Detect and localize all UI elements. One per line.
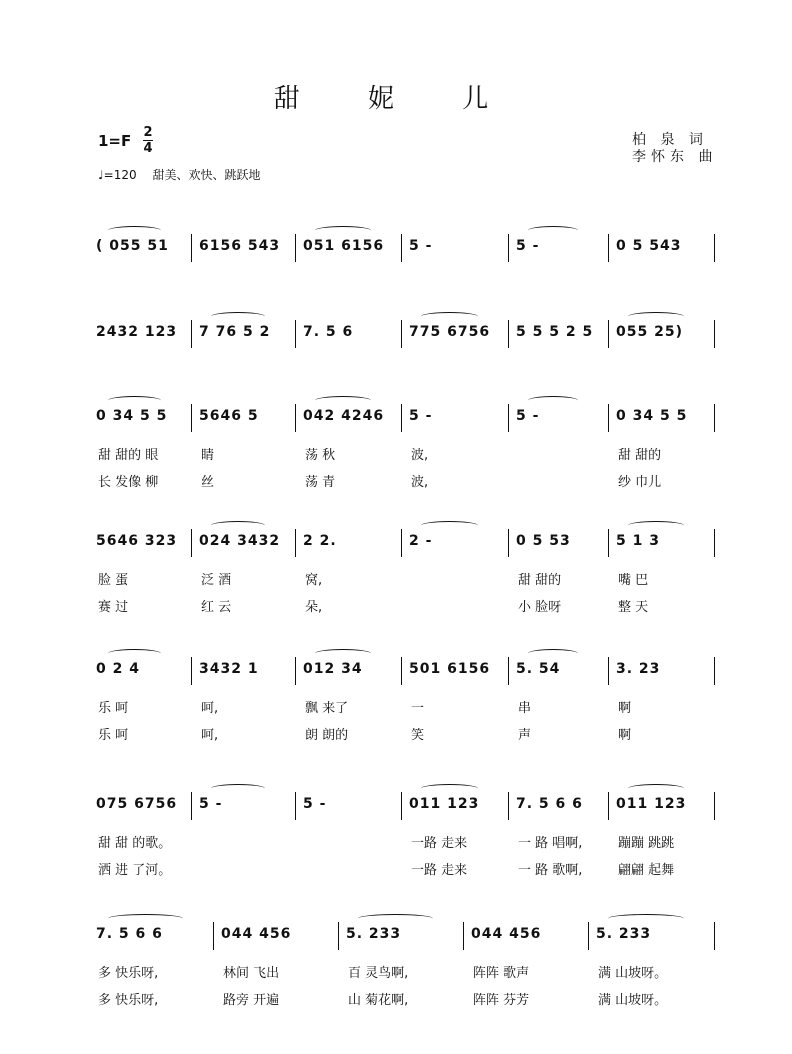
- barline: [508, 234, 509, 262]
- lyric-line-2: 翩翩 起舞: [618, 863, 675, 878]
- slur-mark: [108, 649, 161, 658]
- barline: [191, 529, 192, 557]
- measure-notes: 6156 543: [199, 238, 281, 254]
- barline: [608, 404, 609, 432]
- barline: [508, 792, 509, 820]
- staff-line: [88, 655, 714, 689]
- measure-notes: 5 -: [303, 796, 327, 812]
- key-signature: 1=F: [98, 132, 132, 150]
- measure-notes: 044 456: [471, 926, 542, 942]
- slur-mark: [358, 914, 433, 923]
- lyric-line-2: 朗 朗的: [305, 728, 349, 743]
- barline: [401, 234, 402, 262]
- lyric-line-1: 荡 秋: [305, 448, 336, 463]
- slur-mark: [211, 312, 265, 321]
- lyric-line-1: 阵阵 歌声: [473, 966, 530, 981]
- lyric-line-2: 小 脸呀: [518, 600, 562, 615]
- lyric-line-2: 笑: [411, 728, 425, 743]
- lyric-line-1: 波,: [411, 448, 429, 463]
- measure-notes: 011 123: [409, 796, 480, 812]
- measure-notes: 7. 5 6 6: [96, 926, 163, 942]
- barline: [295, 529, 296, 557]
- staff-line: [88, 527, 714, 561]
- lyric-line-1: 甜 甜 的歌。: [98, 836, 172, 851]
- slur-mark: [421, 784, 478, 793]
- measure-notes: 5 -: [409, 408, 433, 424]
- slur-mark: [315, 226, 371, 235]
- measure-notes: 012 34: [303, 661, 363, 677]
- measure-notes: 5 5 5 2 5: [516, 324, 594, 340]
- barline: [508, 529, 509, 557]
- lyric-line-2: 乐 呵: [98, 728, 129, 743]
- slur-mark: [608, 914, 684, 923]
- time-signature-numerator: 2: [143, 125, 153, 140]
- barline: [608, 529, 609, 557]
- lyric-line-1: 嘴 巴: [618, 573, 649, 588]
- slur-mark: [108, 914, 183, 923]
- lyric-line-1: 百 灵鸟啊,: [348, 966, 409, 981]
- slur-mark: [108, 226, 161, 235]
- measure-notes: 5646 5: [199, 408, 259, 424]
- staff-line: [88, 790, 714, 824]
- measure-notes: 042 4246: [303, 408, 385, 424]
- measure-notes: 5. 233: [346, 926, 402, 942]
- measure-notes: 0 2 4: [96, 661, 140, 677]
- staff-line: [88, 402, 714, 436]
- barline: [401, 320, 402, 348]
- lyric-line-1: 甜 甜的: [618, 448, 662, 463]
- slur-mark: [315, 396, 371, 405]
- tempo-marking: ♩=120: [98, 168, 137, 182]
- slur-mark: [528, 649, 578, 658]
- lyric-line-2: 纱 巾儿: [618, 475, 662, 490]
- time-signature: [143, 126, 153, 155]
- lyric-line-2: 整 天: [618, 600, 649, 615]
- staff-line: [88, 232, 714, 266]
- slur-mark: [528, 226, 578, 235]
- measure-notes: 0 5 53: [516, 533, 571, 549]
- lyric-line-1: 一 路 唱啊,: [518, 836, 583, 851]
- lyric-line-2: 波,: [411, 475, 429, 490]
- measure-notes: 5 1 3: [616, 533, 660, 549]
- barline: [608, 792, 609, 820]
- lyric-line-2: 声: [518, 728, 532, 743]
- barline: [401, 657, 402, 685]
- lyric-line-1: 啊: [618, 701, 632, 716]
- measure-notes: 7. 5 6 6: [516, 796, 583, 812]
- measure-notes: 5646 323: [96, 533, 178, 549]
- barline: [608, 234, 609, 262]
- lyric-line-2: 洒 进 了河。: [98, 863, 172, 878]
- measure-notes: 051 6156: [303, 238, 385, 254]
- lyric-line-1: 呵,: [201, 701, 219, 716]
- barline: [295, 657, 296, 685]
- barline: [191, 320, 192, 348]
- lyricist: 柏 泉 词: [632, 132, 708, 148]
- measure-notes: 5. 233: [596, 926, 652, 942]
- barline: [714, 792, 715, 820]
- barline: [608, 657, 609, 685]
- barline: [508, 320, 509, 348]
- staff-line: [88, 920, 714, 954]
- measure-notes: 0 34 5 5: [96, 408, 168, 424]
- barline: [401, 792, 402, 820]
- barline: [295, 234, 296, 262]
- measure-notes: 0 34 5 5: [616, 408, 688, 424]
- slur-mark: [628, 312, 684, 321]
- lyric-line-1: 蹦蹦 跳跳: [618, 836, 675, 851]
- lyric-line-1: 甜 甜的: [518, 573, 562, 588]
- barline: [295, 320, 296, 348]
- barline: [191, 657, 192, 685]
- measure-notes: 044 456: [221, 926, 292, 942]
- staff-line: [88, 318, 714, 352]
- barline: [508, 404, 509, 432]
- time-signature-denominator: 4: [143, 141, 153, 156]
- lyric-line-2: 路旁 开遍: [223, 993, 280, 1008]
- measure-notes: 055 25): [616, 324, 683, 340]
- measure-notes: 775 6756: [409, 324, 491, 340]
- measure-notes: 2 2.: [303, 533, 337, 549]
- lyric-line-2: 朵,: [305, 600, 323, 615]
- lyric-line-1: 一: [411, 701, 425, 716]
- lyric-line-2: 呵,: [201, 728, 219, 743]
- lyric-line-1: 飘 来了: [305, 701, 349, 716]
- lyric-line-1: 甜 甜的 眼: [98, 448, 159, 463]
- barline: [588, 922, 589, 950]
- measure-notes: 7. 5 6: [303, 324, 354, 340]
- lyric-line-1: 满 山坡呀。: [598, 966, 668, 981]
- barline: [191, 404, 192, 432]
- lyric-line-1: 乐 呵: [98, 701, 129, 716]
- barline: [295, 404, 296, 432]
- lyric-line-1: 泛 酒: [201, 573, 232, 588]
- lyric-line-2: 荡 青: [305, 475, 336, 490]
- measure-notes: 075 6756: [96, 796, 178, 812]
- lyric-line-2: 山 菊花啊,: [348, 993, 409, 1008]
- lyric-line-1: 一路 走来: [411, 836, 468, 851]
- barline: [191, 234, 192, 262]
- lyric-line-1: 睛: [201, 448, 215, 463]
- measure-notes: 5 -: [409, 238, 433, 254]
- barline: [714, 320, 715, 348]
- measure-notes: 011 123: [616, 796, 687, 812]
- credits: [632, 132, 717, 166]
- slur-mark: [528, 396, 578, 405]
- barline: [714, 529, 715, 557]
- song-title: 甜 妮 儿: [273, 84, 519, 114]
- barline: [295, 792, 296, 820]
- measure-notes: 501 6156: [409, 661, 491, 677]
- lyric-line-2: 满 山坡呀。: [598, 993, 668, 1008]
- barline: [191, 792, 192, 820]
- slur-mark: [211, 521, 265, 530]
- measure-notes: 5 -: [516, 238, 540, 254]
- slur-mark: [421, 312, 478, 321]
- expression-marking: 甜美、欢快、跳跃地: [152, 168, 261, 182]
- measure-notes: 0 5 543: [616, 238, 682, 254]
- barline: [714, 922, 715, 950]
- lyric-line-2: 丝: [201, 475, 215, 490]
- composer: 李怀东 曲: [632, 149, 718, 165]
- slur-mark: [108, 396, 161, 405]
- measure-notes: 7 76 5 2: [199, 324, 271, 340]
- measure-notes: 2432 123: [96, 324, 178, 340]
- slur-mark: [628, 521, 684, 530]
- lyric-line-2: 赛 过: [98, 600, 129, 615]
- lyric-line-2: 红 云: [201, 600, 232, 615]
- lyric-line-1: 脸 蛋: [98, 573, 129, 588]
- lyric-line-2: 多 快乐呀,: [98, 993, 159, 1008]
- lyric-line-1: 串: [518, 701, 532, 716]
- lyric-line-1: 林间 飞出: [223, 966, 280, 981]
- barline: [401, 404, 402, 432]
- slur-mark: [421, 521, 478, 530]
- slur-mark: [315, 649, 371, 658]
- lyric-line-2: 一路 走来: [411, 863, 468, 878]
- barline: [714, 234, 715, 262]
- measure-notes: 2 -: [409, 533, 433, 549]
- lyric-line-2: 啊: [618, 728, 632, 743]
- barline: [608, 320, 609, 348]
- barline: [714, 657, 715, 685]
- measure-notes: 024 3432: [199, 533, 281, 549]
- barline: [714, 404, 715, 432]
- measure-notes: 3. 23: [616, 661, 661, 677]
- barline: [213, 922, 214, 950]
- measure-notes: 5 -: [516, 408, 540, 424]
- lyric-line-1: 窝,: [305, 573, 323, 588]
- slur-mark: [628, 784, 684, 793]
- barline: [508, 657, 509, 685]
- measure-notes: 3432 1: [199, 661, 259, 677]
- lyric-line-2: 长 发像 柳: [98, 475, 159, 490]
- barline: [338, 922, 339, 950]
- lyric-line-2: 一 路 歌啊,: [518, 863, 583, 878]
- barline: [401, 529, 402, 557]
- measure-notes: 5 -: [199, 796, 223, 812]
- measure-notes: ( 055 51: [96, 238, 169, 254]
- lyric-line-1: 多 快乐呀,: [98, 966, 159, 981]
- lyric-line-2: 阵阵 芬芳: [473, 993, 530, 1008]
- barline: [463, 922, 464, 950]
- tempo-line: [98, 166, 260, 183]
- measure-notes: 5. 54: [516, 661, 561, 677]
- slur-mark: [211, 784, 265, 793]
